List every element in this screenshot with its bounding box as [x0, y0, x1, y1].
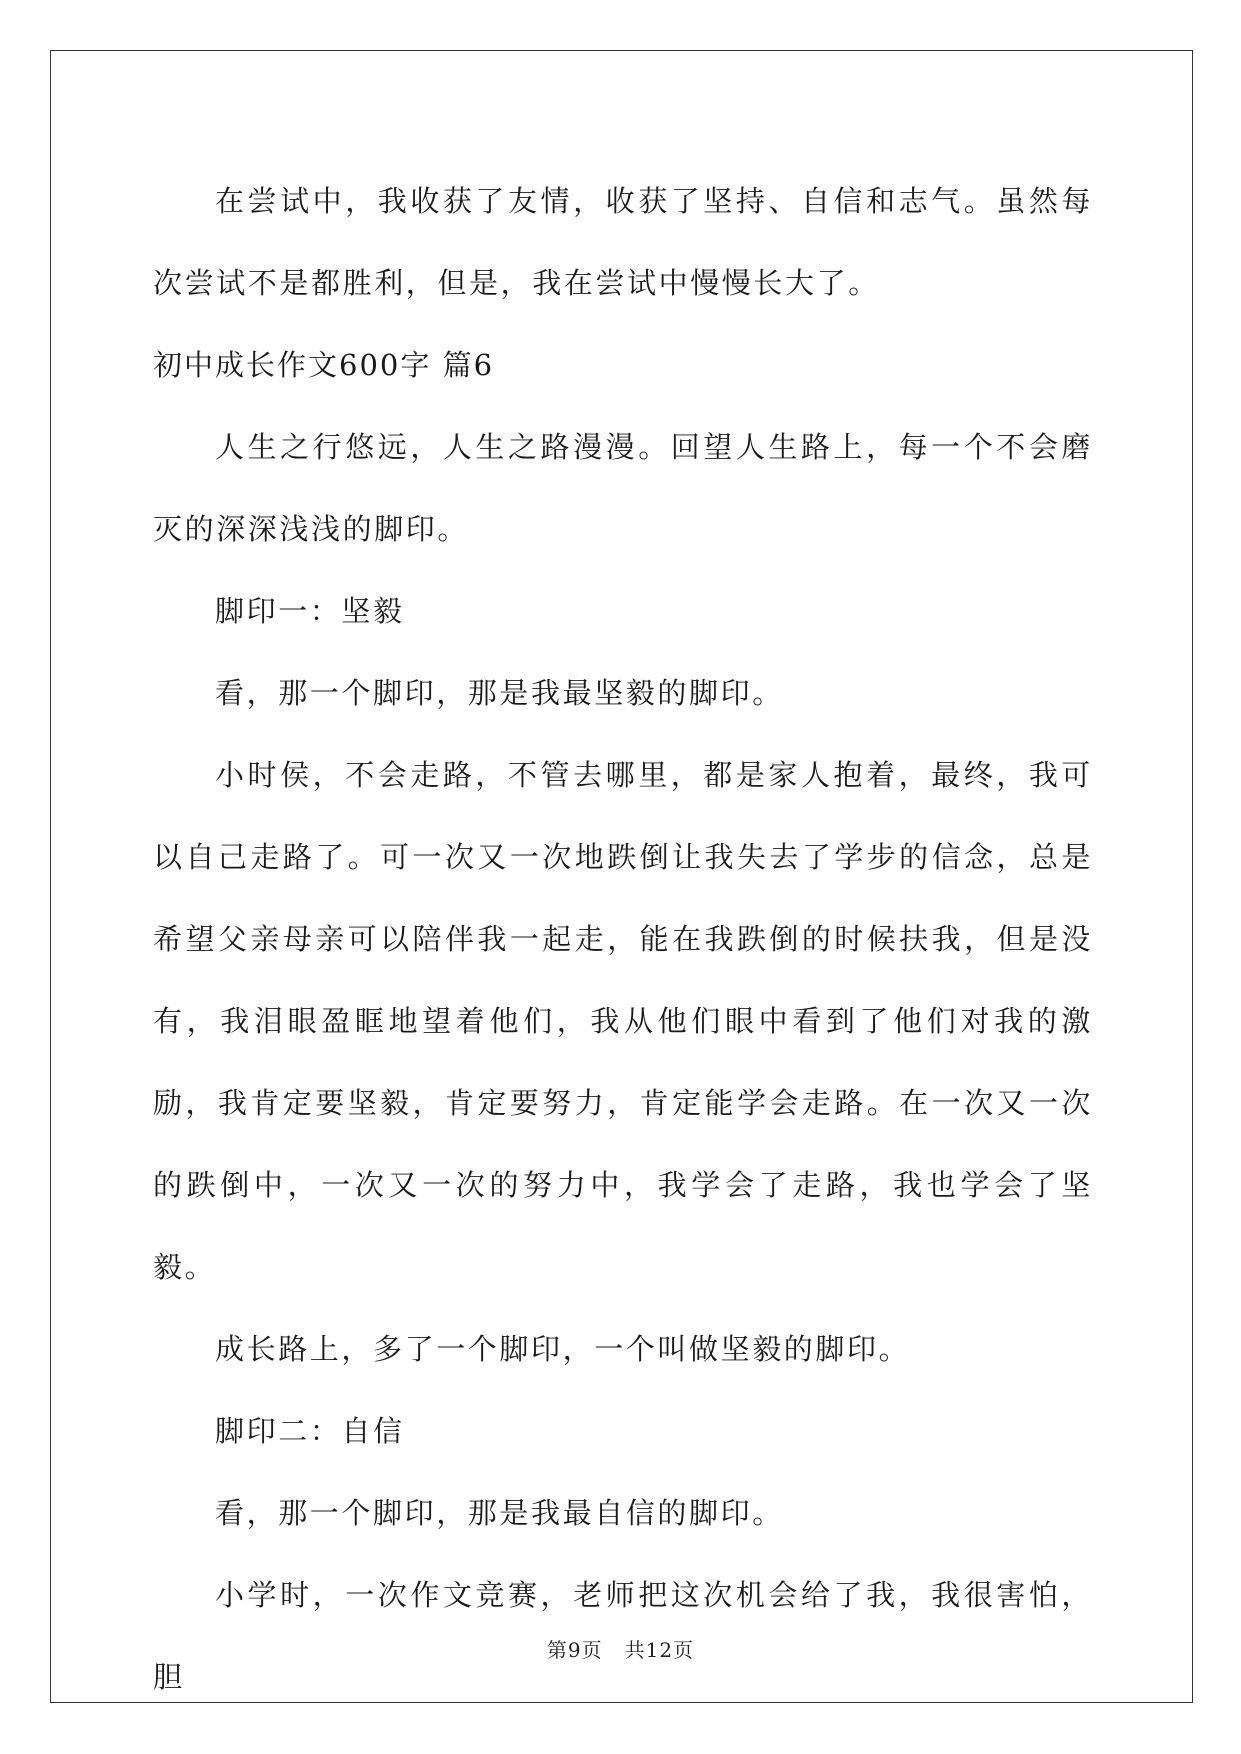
- subheading-footprint-2: 脚印二：自信: [215, 1414, 405, 1448]
- paragraph: 在尝试中，我收获了友情，收获了坚持、自信和志气。虽然每次尝试不是都胜利，但是，我在尝试中慢慢长大了。: [153, 184, 1093, 300]
- paragraph: 看，那一个脚印，那是我最自信的脚印。: [215, 1496, 784, 1530]
- section-heading: 初中成长作文600字 篇6: [153, 348, 495, 382]
- page-footer: [0, 1634, 1241, 1663]
- paragraph: 成长路上，多了一个脚印，一个叫做坚毅的脚印。: [215, 1332, 911, 1366]
- paragraph: 看，那一个脚印，那是我最坚毅的脚印。: [215, 676, 784, 710]
- page-total: 共12页: [624, 1638, 695, 1662]
- paragraph: 人生之行悠远，人生之路漫漫。回望人生路上，每一个不会磨灭的深深浅浅的脚印。: [153, 430, 1093, 546]
- subheading-footprint-1: 脚印一：坚毅: [215, 594, 405, 628]
- document-body: [153, 160, 1093, 1718]
- paragraph: 小学时，一次作文竞赛，老师把这次机会给了我，我很害怕，胆: [153, 1578, 1093, 1694]
- paragraph: 小时侯，不会走路，不管去哪里，都是家人抱着，最终，我可以自己走路了。可一次又一次地跌倒让我失去了学步的信念，总是希望父亲母亲可以陪伴我一起走，能在我跌倒的时候扶我，但是没有，我泪眼盈眶地望着他们，我从他们眼中看到了他们对我的激励，我肯定要坚毅，肯定要努力，肯定能学会走路。在一次又一次的跌倒中，一次又一次的努力中，我学会了走路，我也学会了坚毅。: [153, 758, 1093, 1284]
- page-number: 第9页: [546, 1638, 603, 1662]
